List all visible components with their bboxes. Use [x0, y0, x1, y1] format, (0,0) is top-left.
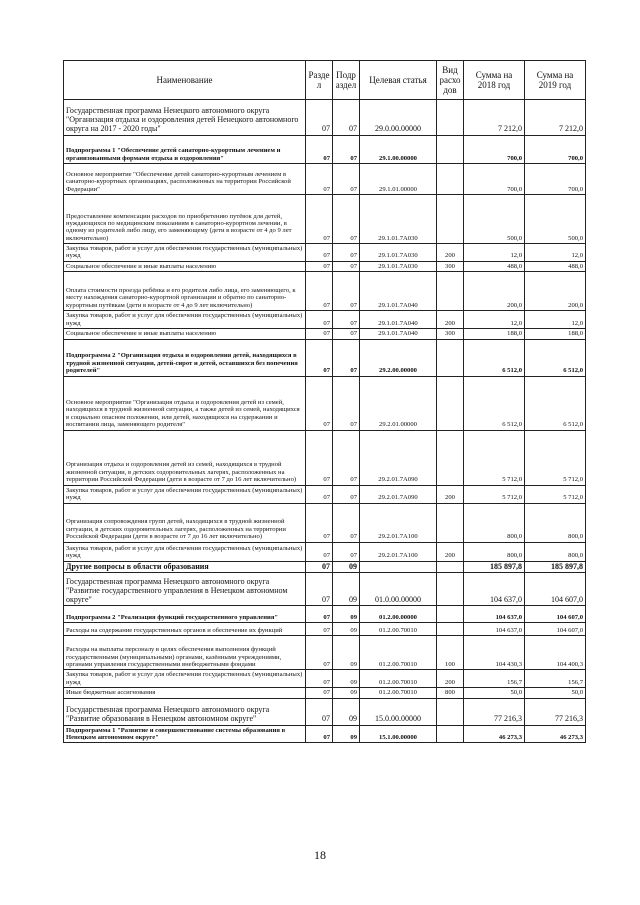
row-type-cell [437, 561, 464, 573]
row-sum-2018-cell: 7 212,0 [464, 100, 525, 136]
row-type-cell [437, 503, 464, 542]
row-target-cell: 29.2.01.7A100 [360, 503, 437, 542]
table-row [64, 485, 586, 503]
row-section-cell: 07 [306, 430, 333, 485]
table-row [64, 164, 586, 195]
row-subsection-cell: 07 [333, 542, 360, 561]
row-name-cell: Закупка товаров, работ и услуг для обеспечения государственных (муниципальных) нужд [64, 311, 306, 329]
table-row [64, 329, 586, 339]
row-type-cell: 200 [437, 670, 464, 688]
header-sum-2019: Сумма на 2019 год [525, 61, 586, 100]
row-sum-2019-cell: 156,7 [525, 670, 586, 688]
table-row [64, 339, 586, 376]
header-target: Целевая статья [360, 61, 437, 100]
row-target-cell: 01.0.00.00000 [360, 573, 437, 606]
row-section-cell: 07 [306, 485, 333, 503]
row-name-cell: Закупка товаров, работ и услуг для обеспечения государственных (муниципальных) нужд [64, 542, 306, 561]
row-target-cell: 29.1.01.7A030 [360, 195, 437, 244]
row-target-cell: 01.2.00.70010 [360, 688, 437, 698]
row-sum-2019-cell: 800,0 [525, 542, 586, 561]
row-sum-2018-cell: 12,0 [464, 311, 525, 329]
row-subsection-cell: 09 [333, 698, 360, 725]
row-subsection-cell: 09 [333, 725, 360, 743]
row-type-cell [437, 272, 464, 311]
row-name-cell: Подпрограмма 1 "Развитие и совершенствование системы образования в Ненецком автономном округе" [64, 725, 306, 743]
row-target-cell: 29.2.01.7A100 [360, 542, 437, 561]
row-subsection-cell: 07 [333, 195, 360, 244]
table-row [64, 261, 586, 271]
row-sum-2019-cell: 104 400,3 [525, 636, 586, 670]
row-name-cell: Подпрограмма 2 "Организация отдыха и оздоровления детей, находящихся в трудной жизненной ситуации, детей-сирот и детей, оставшихся без попечения родителей" [64, 339, 306, 376]
table-row [64, 195, 586, 244]
row-name-cell: Оплата стоимости проезда ребёнка и его родителя либо лица, его заменяющего, к месту нахождения санаторно-курортной организации и обратно по санаторно-курортным путёвкам (дети в возрасте от 4 до 9 лет включительно) [64, 272, 306, 311]
row-subsection-cell: 07 [333, 272, 360, 311]
row-name-cell: Государственная программа Ненецкого автономного округа "Развитие государственного управления в Ненецком автономном округе" [64, 573, 306, 606]
row-name-cell: Закупка товаров, работ и услуг для обеспечения государственных (муниципальных) нужд [64, 244, 306, 262]
row-name-cell: Государственная программа Ненецкого автономного округа "Организация отдыха и оздоровления детей Ненецкого автономного округа на 2017 - 2020 годы" [64, 100, 306, 136]
row-sum-2019-cell: 7 212,0 [525, 100, 586, 136]
row-sum-2018-cell: 185 897,8 [464, 561, 525, 573]
row-section-cell: 07 [306, 573, 333, 606]
row-section-cell: 07 [306, 503, 333, 542]
row-type-cell [437, 573, 464, 606]
budget-table [63, 60, 586, 743]
row-target-cell: 29.1.01.7A040 [360, 329, 437, 339]
row-sum-2018-cell: 700,0 [464, 136, 525, 164]
row-sum-2019-cell: 700,0 [525, 136, 586, 164]
table-row [64, 688, 586, 698]
row-type-cell: 200 [437, 311, 464, 329]
row-sum-2018-cell: 104 637,0 [464, 573, 525, 606]
row-type-cell [437, 623, 464, 636]
row-name-cell: Основное мероприятие "Организация отдыха и оздоровления детей из семей, находящихся в трудной жизненной ситуации, а также детей из семей, находящихся в социально опасном положении, или детей, находящихся на содержании и воспитании лица, заменяющего родителя" [64, 376, 306, 430]
row-section-cell: 07 [306, 542, 333, 561]
row-sum-2018-cell: 104 637,0 [464, 606, 525, 623]
row-section-cell: 07 [306, 606, 333, 623]
table-row [64, 100, 586, 136]
row-subsection-cell: 07 [333, 503, 360, 542]
row-subsection-cell: 09 [333, 670, 360, 688]
row-name-cell: Предоставление компенсации расходов по приобретению путёвок для детей, нуждающихся по медицинским показаниям в санаторно-курортном лечении, в одному из родителей либо лицу, его заменяющему (дети в возрасте от 4 до 9 лет включительно) [64, 195, 306, 244]
row-target-cell [360, 561, 437, 573]
row-name-cell: Подпрограмма 2 "Реализация функций государственного управления" [64, 606, 306, 623]
row-section-cell: 07 [306, 688, 333, 698]
table-row [64, 244, 586, 262]
row-name-cell: Другие вопросы в области образования [64, 561, 306, 573]
row-subsection-cell: 09 [333, 606, 360, 623]
row-sum-2019-cell: 488,0 [525, 261, 586, 271]
row-subsection-cell: 07 [333, 329, 360, 339]
row-name-cell: Иные бюджетные ассигнования [64, 688, 306, 698]
row-target-cell: 29.1.01.7A030 [360, 244, 437, 262]
row-sum-2019-cell: 5 712,0 [525, 430, 586, 485]
row-sum-2018-cell: 488,0 [464, 261, 525, 271]
header-sum-2018: Сумма на 2018 год [464, 61, 525, 100]
table-row [64, 698, 586, 725]
row-name-cell: Социальное обеспечение и иные выплаты населению [64, 329, 306, 339]
row-sum-2018-cell: 5 712,0 [464, 485, 525, 503]
page-number: 18 [314, 848, 326, 862]
row-sum-2019-cell: 800,0 [525, 503, 586, 542]
row-sum-2018-cell: 156,7 [464, 670, 525, 688]
row-target-cell: 29.1.01.00000 [360, 164, 437, 195]
row-subsection-cell: 07 [333, 100, 360, 136]
row-sum-2019-cell: 188,0 [525, 329, 586, 339]
row-sum-2018-cell: 12,0 [464, 244, 525, 262]
row-type-cell: 200 [437, 542, 464, 561]
row-sum-2019-cell: 700,0 [525, 164, 586, 195]
header-name: Наименование [64, 61, 306, 100]
table-row [64, 542, 586, 561]
row-sum-2018-cell: 6 512,0 [464, 339, 525, 376]
row-section-cell: 07 [306, 311, 333, 329]
row-sum-2018-cell: 800,0 [464, 542, 525, 561]
row-target-cell: 01.2.00.00000 [360, 606, 437, 623]
row-sum-2018-cell: 5 712,0 [464, 430, 525, 485]
row-subsection-cell: 07 [333, 430, 360, 485]
row-target-cell: 29.1.00.00000 [360, 136, 437, 164]
row-name-cell: Подпрограмма 1 "Обеспечение детей санаторно-курортным лечением и организованными формами отдыха и оздоровления" [64, 136, 306, 164]
row-sum-2019-cell: 77 216,3 [525, 698, 586, 725]
table-row [64, 606, 586, 623]
row-type-cell [437, 698, 464, 725]
row-sum-2018-cell: 800,0 [464, 503, 525, 542]
row-subsection-cell: 09 [333, 561, 360, 573]
row-section-cell: 07 [306, 623, 333, 636]
row-section-cell: 07 [306, 195, 333, 244]
table-header-row [64, 61, 586, 100]
row-sum-2019-cell: 5 712,0 [525, 485, 586, 503]
row-subsection-cell: 09 [333, 636, 360, 670]
row-sum-2018-cell: 77 216,3 [464, 698, 525, 725]
row-sum-2018-cell: 6 512,0 [464, 376, 525, 430]
row-type-cell [437, 195, 464, 244]
row-type-cell: 300 [437, 329, 464, 339]
row-section-cell: 07 [306, 164, 333, 195]
row-subsection-cell: 09 [333, 623, 360, 636]
row-name-cell: Расходы на выплаты персоналу в целях обеспечения выполнения функций государственными (муниципальными) органами, казёнными учреждениями, органами управления государственными внебюджетными фондами [64, 636, 306, 670]
row-target-cell: 29.0.00.00000 [360, 100, 437, 136]
row-type-cell: 200 [437, 244, 464, 262]
row-name-cell: Организация сопровождения групп детей, находящихся в трудной жизненной ситуации, в детских оздоровительных лагерях, расположенных на территории Российской Федерации (дети в возрасте от 7 до 16 лет включительно) [64, 503, 306, 542]
row-subsection-cell: 07 [333, 164, 360, 195]
row-section-cell: 07 [306, 670, 333, 688]
row-subsection-cell: 07 [333, 244, 360, 262]
row-target-cell: 01.2.00.70010 [360, 636, 437, 670]
row-target-cell: 29.2.01.7A090 [360, 485, 437, 503]
row-sum-2018-cell: 46 273,3 [464, 725, 525, 743]
row-name-cell: Социальное обеспечение и иные выплаты населению [64, 261, 306, 271]
header-type: Вид расхо дов [437, 61, 464, 100]
row-section-cell: 07 [306, 725, 333, 743]
table-row [64, 636, 586, 670]
row-type-cell [437, 376, 464, 430]
row-name-cell: Расходы на содержание государственных органов и обеспечение их функций [64, 623, 306, 636]
row-sum-2019-cell: 185 897,8 [525, 561, 586, 573]
table-row [64, 623, 586, 636]
row-subsection-cell: 07 [333, 339, 360, 376]
row-target-cell: 29.2.00.00000 [360, 339, 437, 376]
row-subsection-cell: 09 [333, 688, 360, 698]
row-type-cell [437, 136, 464, 164]
row-subsection-cell: 07 [333, 311, 360, 329]
row-type-cell: 200 [437, 485, 464, 503]
row-section-cell: 07 [306, 329, 333, 339]
row-section-cell: 07 [306, 272, 333, 311]
row-section-cell: 07 [306, 136, 333, 164]
row-section-cell: 07 [306, 698, 333, 725]
row-sum-2018-cell: 500,0 [464, 195, 525, 244]
row-sum-2019-cell: 104 607,0 [525, 573, 586, 606]
row-name-cell: Организация отдыха и оздоровления детей из семей, находящихся в трудной жизненной ситуации, в детских оздоровительных лагерях, расположенных на территории Российской Федерации (дети в возрасте от 7 до 16 лет включительно) [64, 430, 306, 485]
row-section-cell: 07 [306, 339, 333, 376]
row-sum-2018-cell: 104 637,0 [464, 623, 525, 636]
table-row [64, 430, 586, 485]
row-subsection-cell: 09 [333, 573, 360, 606]
table-row [64, 573, 586, 606]
row-sum-2018-cell: 188,0 [464, 329, 525, 339]
row-sum-2019-cell: 6 512,0 [525, 339, 586, 376]
row-section-cell: 07 [306, 376, 333, 430]
row-section-cell: 07 [306, 261, 333, 271]
row-section-cell: 07 [306, 636, 333, 670]
row-target-cell: 29.1.01.7A040 [360, 311, 437, 329]
row-type-cell [437, 606, 464, 623]
row-sum-2018-cell: 104 430,3 [464, 636, 525, 670]
row-type-cell: 300 [437, 261, 464, 271]
row-target-cell: 29.2.01.7A090 [360, 430, 437, 485]
row-sum-2018-cell: 200,0 [464, 272, 525, 311]
table-row [64, 725, 586, 743]
row-type-cell [437, 164, 464, 195]
row-section-cell: 07 [306, 244, 333, 262]
row-sum-2019-cell: 12,0 [525, 244, 586, 262]
row-sum-2019-cell: 200,0 [525, 272, 586, 311]
row-subsection-cell: 07 [333, 261, 360, 271]
row-name-cell: Основное мероприятие "Обеспечение детей санаторно-курортным лечением в санаторно-курортных организациях, расположенных на территории Российской Федерации" [64, 164, 306, 195]
row-sum-2019-cell: 500,0 [525, 195, 586, 244]
table-row [64, 670, 586, 688]
row-section-cell: 07 [306, 100, 333, 136]
header-subsection: Подр аздел [333, 61, 360, 100]
row-subsection-cell: 07 [333, 136, 360, 164]
table-row [64, 561, 586, 573]
row-type-cell [437, 430, 464, 485]
table-row [64, 503, 586, 542]
row-name-cell: Государственная программа Ненецкого автономного округа "Развитие образования в Ненецком автономном округе" [64, 698, 306, 725]
row-sum-2019-cell: 50,0 [525, 688, 586, 698]
row-target-cell: 29.1.01.7A040 [360, 272, 437, 311]
row-type-cell [437, 100, 464, 136]
row-sum-2019-cell: 12,0 [525, 311, 586, 329]
row-section-cell: 07 [306, 561, 333, 573]
table-row [64, 311, 586, 329]
row-sum-2019-cell: 104 607,0 [525, 623, 586, 636]
row-type-cell [437, 725, 464, 743]
row-type-cell: 800 [437, 688, 464, 698]
row-sum-2018-cell: 50,0 [464, 688, 525, 698]
row-subsection-cell: 07 [333, 376, 360, 430]
header-section: Разде л [306, 61, 333, 100]
row-target-cell: 01.2.00.70010 [360, 623, 437, 636]
row-target-cell: 15.1.00.00000 [360, 725, 437, 743]
row-type-cell: 100 [437, 636, 464, 670]
row-target-cell: 29.2.01.00000 [360, 376, 437, 430]
row-target-cell: 15.0.00.00000 [360, 698, 437, 725]
row-name-cell: Закупка товаров, работ и услуг для обеспечения государственных (муниципальных) нужд [64, 670, 306, 688]
row-sum-2019-cell: 104 607,0 [525, 606, 586, 623]
row-subsection-cell: 07 [333, 485, 360, 503]
row-target-cell: 01.2.00.70010 [360, 670, 437, 688]
table-row [64, 272, 586, 311]
table-row [64, 136, 586, 164]
table-row [64, 376, 586, 430]
row-sum-2018-cell: 700,0 [464, 164, 525, 195]
row-sum-2019-cell: 6 512,0 [525, 376, 586, 430]
row-sum-2019-cell: 46 273,3 [525, 725, 586, 743]
row-type-cell [437, 339, 464, 376]
row-target-cell: 29.1.01.7A030 [360, 261, 437, 271]
row-name-cell: Закупка товаров, работ и услуг для обеспечения государственных (муниципальных) нужд [64, 485, 306, 503]
